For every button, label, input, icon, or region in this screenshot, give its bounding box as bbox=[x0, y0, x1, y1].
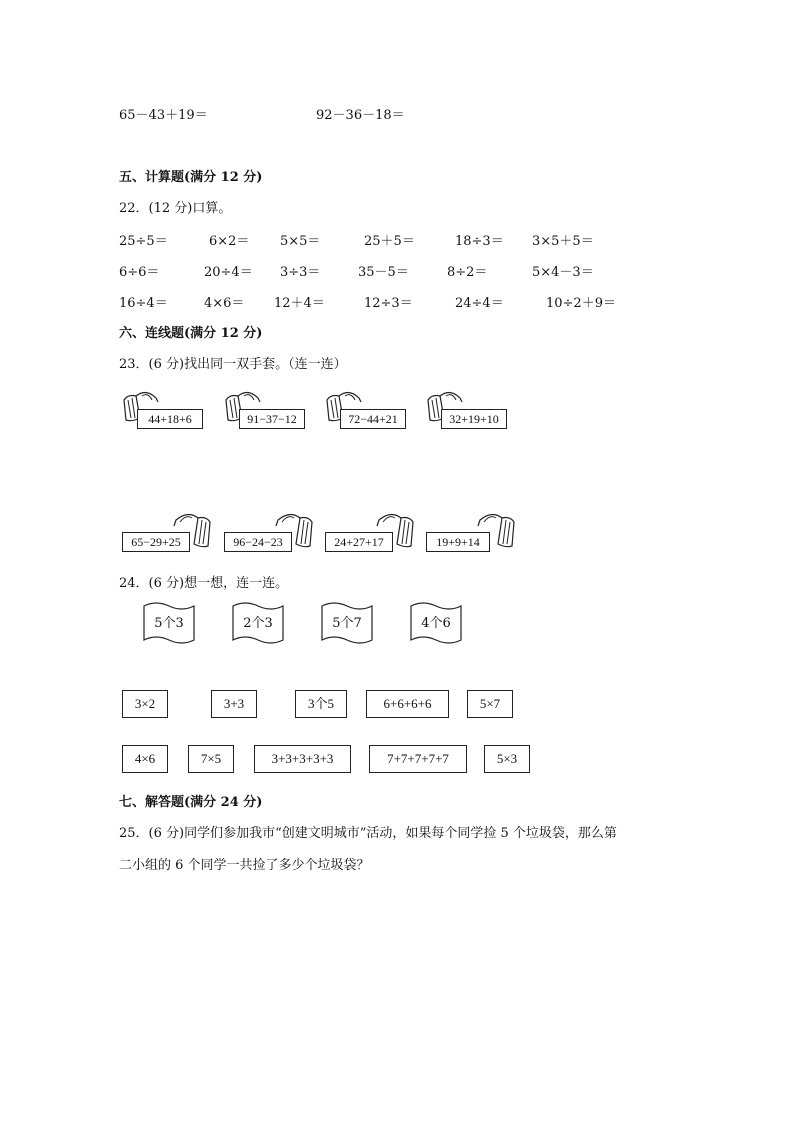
section5-heading: 五、计算题(满分 12 分) bbox=[119, 170, 263, 185]
flag-card[interactable] bbox=[230, 600, 286, 646]
answer-box[interactable]: 3+3 bbox=[211, 690, 257, 718]
answer-box[interactable]: 3+3+3+3+3 bbox=[254, 745, 351, 773]
glove-label: 19+9+14 bbox=[426, 532, 490, 552]
flag-label: 2个3 bbox=[243, 616, 273, 631]
right-glove[interactable] bbox=[426, 512, 516, 552]
answer-box[interactable]: 7+7+7+7+7 bbox=[369, 745, 467, 773]
flag-card[interactable] bbox=[141, 600, 197, 646]
answer-box[interactable]: 3×2 bbox=[122, 690, 168, 718]
left-glove[interactable] bbox=[325, 390, 415, 430]
question-25-line2: 二小组的 6 个同学一共捡了多少个垃圾袋？ bbox=[119, 858, 370, 873]
exercise-1: 65－43＋19＝ bbox=[119, 108, 208, 123]
question-25-line1: 25．(6 分)同学们参加我市“创建文明城市”活动，如果每个同学捡 5 个垃圾袋，那么第 bbox=[119, 826, 617, 841]
glove-label: 32+19+10 bbox=[441, 409, 507, 429]
calc-item: 12÷3＝ bbox=[364, 296, 413, 311]
answer-box[interactable]: 3个5 bbox=[295, 690, 347, 718]
answer-box[interactable]: 5×7 bbox=[467, 690, 513, 718]
glove-label: 24+27+17 bbox=[325, 532, 393, 552]
right-glove[interactable] bbox=[224, 512, 314, 552]
right-glove[interactable] bbox=[122, 512, 212, 552]
flag-label: 4个6 bbox=[421, 616, 451, 631]
answer-box[interactable]: 4×6 bbox=[122, 745, 168, 773]
calc-item: 24÷4＝ bbox=[455, 296, 504, 311]
answer-box[interactable]: 6+6+6+6 bbox=[366, 690, 449, 718]
calc-item: 8÷2＝ bbox=[447, 265, 488, 280]
calc-item: 3×5＋5＝ bbox=[532, 234, 594, 249]
calc-item: 5×5＝ bbox=[280, 234, 321, 249]
exercise-2: 92－36－18＝ bbox=[316, 108, 405, 123]
flag-card[interactable] bbox=[408, 600, 464, 646]
answer-box[interactable]: 5×3 bbox=[484, 745, 530, 773]
glove-label: 96−24−23 bbox=[224, 532, 292, 552]
calc-item: 6×2＝ bbox=[209, 234, 250, 249]
calc-item: 25＋5＝ bbox=[364, 234, 415, 249]
calc-item: 12＋4＝ bbox=[274, 296, 325, 311]
glove-label: 65−29+25 bbox=[122, 532, 190, 552]
flag-label: 5个3 bbox=[154, 616, 184, 631]
answer-box[interactable]: 7×5 bbox=[188, 745, 234, 773]
glove-label: 44+18+6 bbox=[137, 409, 203, 429]
calc-item: 35－5＝ bbox=[358, 265, 409, 280]
calc-item: 18÷3＝ bbox=[455, 234, 504, 249]
right-glove[interactable] bbox=[325, 512, 415, 552]
section7-heading: 七、解答题(满分 24 分) bbox=[119, 795, 263, 810]
calc-item: 3÷3＝ bbox=[280, 265, 321, 280]
calc-item: 10÷2＋9＝ bbox=[546, 296, 616, 311]
left-glove[interactable] bbox=[224, 390, 314, 430]
calc-item: 25÷5＝ bbox=[119, 234, 168, 249]
calc-item: 4×6＝ bbox=[204, 296, 245, 311]
section6-heading: 六、连线题(满分 12 分) bbox=[119, 326, 263, 341]
flag-card[interactable] bbox=[319, 600, 375, 646]
question-24: 24．(6 分)想一想，连一连。 bbox=[119, 576, 289, 591]
question-22: 22．(12 分)口算。 bbox=[119, 201, 232, 216]
calc-item: 5×4－3＝ bbox=[532, 265, 594, 280]
left-glove[interactable] bbox=[426, 390, 516, 430]
calc-item: 6÷6＝ bbox=[119, 265, 160, 280]
calc-item: 20÷4＝ bbox=[204, 265, 253, 280]
flag-label: 5个7 bbox=[332, 616, 362, 631]
glove-label: 91−37−12 bbox=[239, 409, 305, 429]
left-glove[interactable] bbox=[122, 390, 212, 430]
glove-label: 72−44+21 bbox=[340, 409, 406, 429]
calc-item: 16÷4＝ bbox=[119, 296, 168, 311]
question-23: 23．(6 分)找出同一双手套。（连一连） bbox=[119, 357, 347, 372]
